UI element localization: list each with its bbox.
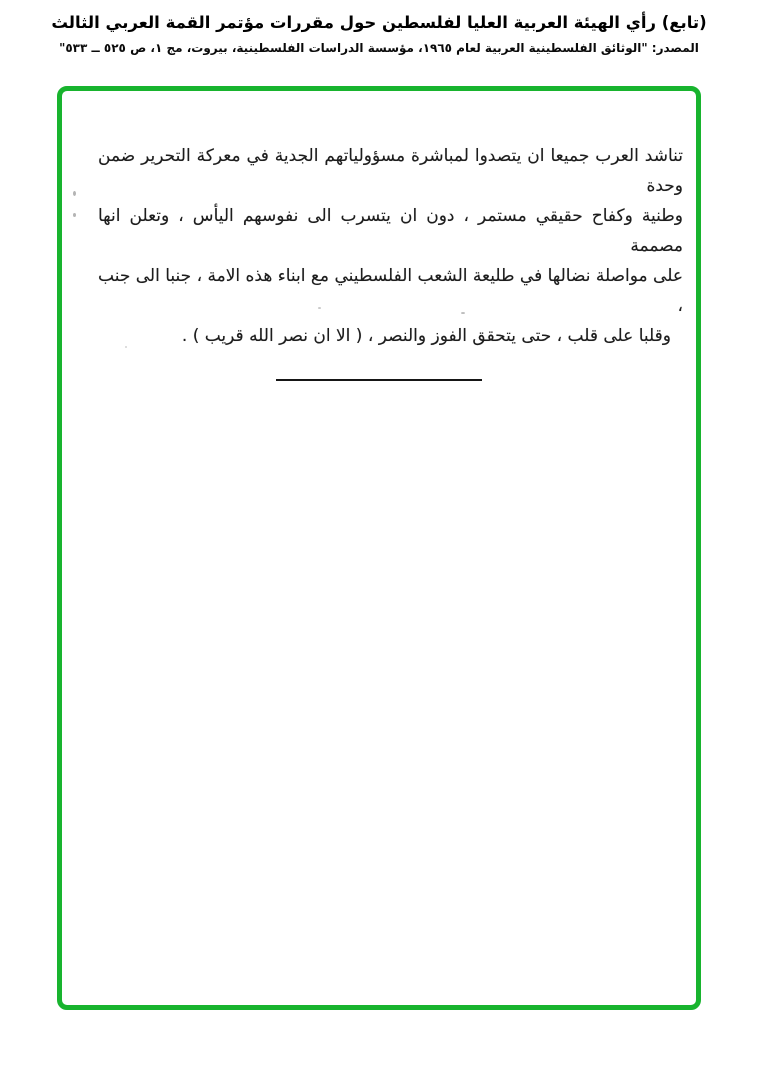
scan-line-4: وقلبا على قلب ، حتى يتحقق الفوز والنصر ، ( الا ان نصر الله قريب ) . [181, 326, 671, 346]
section-divider [276, 379, 482, 381]
scan-noise-speck [73, 191, 76, 196]
scan-noise-speck [125, 346, 127, 348]
scan-frame [57, 86, 701, 1010]
scan-line-1: تناشد العرب جميعا ان يتصدوا لمباشرة مسؤولياتهم الجدية في معركة التحرير ضمن وحدة [98, 146, 683, 196]
document-header [0, 10, 758, 57]
scan-noise-speck [318, 307, 321, 309]
source-citation: المصدر: "الوثائق الفلسطينية العربية لعام ١٩٦٥، مؤسسة الدراسات الفلسطينية، بيروت، مج ١، ص ٥٢٥ ــ ٥٣٣" [59, 41, 699, 55]
scan-noise-speck [461, 312, 465, 314]
scan-line-3: على مواصلة نضالها في طليعة الشعب الفلسطيني مع ابناء هذه الامة ، جنبا الى جنب ، [98, 266, 683, 316]
page-title: (تابع) رأي الهيئة العربية العليا لفلسطين حول مقررات مؤتمر القمة العربي الثالث [51, 13, 707, 32]
scan-noise-speck [73, 213, 76, 217]
scan-line-2: وطنية وكفاح حقيقي مستمر ، دون ان يتسرب الى نفوسهم اليأس ، وتعلن انها مصممة [98, 206, 683, 256]
scan-paragraph [62, 91, 696, 351]
